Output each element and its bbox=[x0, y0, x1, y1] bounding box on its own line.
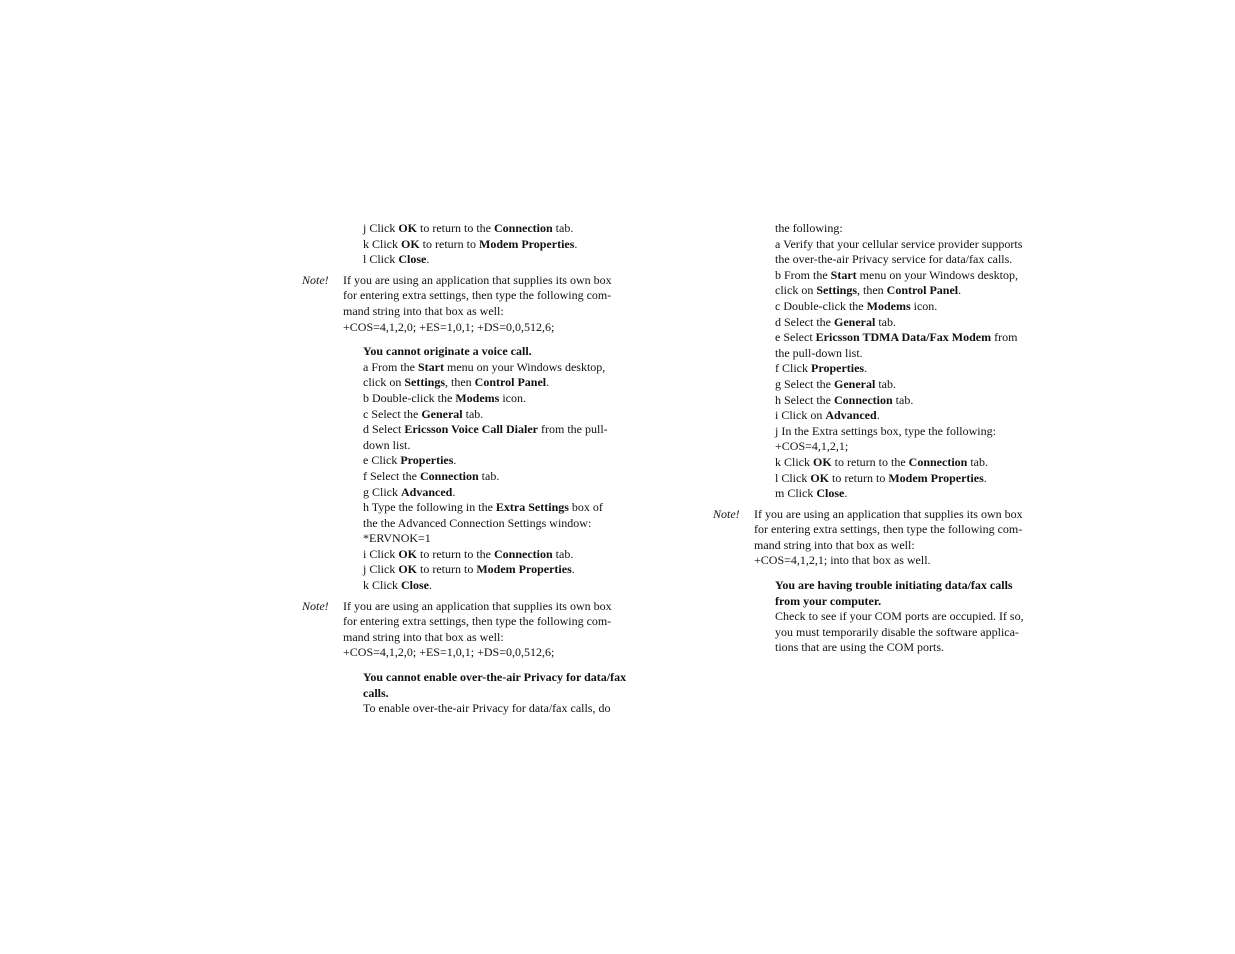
bold-text: Close bbox=[816, 486, 845, 501]
text: i Click bbox=[363, 546, 399, 561]
text: menu on your Windows desktop, bbox=[856, 267, 1018, 282]
bold-text: OK bbox=[398, 562, 418, 577]
text: . bbox=[453, 453, 457, 468]
note-line: If you are using an application that supplies its own box bbox=[343, 272, 612, 287]
text: click on bbox=[363, 375, 405, 390]
step-line bbox=[775, 424, 1025, 440]
text: h Type the following in the bbox=[363, 500, 496, 515]
text: , then bbox=[857, 283, 887, 298]
text: , then bbox=[445, 375, 475, 390]
note-line: mand string into that box as well: bbox=[754, 537, 915, 552]
bold-text: Properties bbox=[400, 453, 454, 468]
bold-text: Settings bbox=[404, 375, 445, 390]
step-line bbox=[775, 299, 1025, 315]
bold-text: Properties bbox=[811, 361, 865, 376]
step-line bbox=[775, 408, 1025, 424]
text: the following: bbox=[775, 221, 843, 235]
text: icon. bbox=[499, 390, 526, 405]
text: tab. bbox=[552, 221, 574, 235]
text: tab. bbox=[892, 392, 914, 407]
text: c Select the bbox=[363, 406, 422, 421]
step-line bbox=[775, 361, 1025, 377]
text: to return to the bbox=[831, 454, 909, 469]
text: to return to bbox=[419, 236, 479, 251]
text: the over-the-air Privacy service for data/fax calls. bbox=[775, 252, 1013, 267]
bold-text: OK bbox=[810, 470, 830, 485]
paragraph-line: you must temporarily disable the software applica- bbox=[775, 624, 1019, 639]
step-line bbox=[775, 393, 1025, 409]
bold-text: Connection bbox=[494, 546, 553, 561]
text: box of bbox=[568, 500, 603, 515]
step-line bbox=[775, 268, 1025, 284]
note-line: +COS=4,1,2,0; +ES=1,0,1; +DS=0,0,512,6; bbox=[343, 319, 555, 334]
paragraph-line: tions that are using the COM ports. bbox=[775, 640, 944, 655]
bold-text: Ericsson Voice Call Dialer bbox=[404, 422, 538, 437]
text: b From the bbox=[775, 267, 831, 282]
text: . bbox=[429, 578, 432, 593]
bold-text: General bbox=[833, 376, 876, 391]
text: tab. bbox=[967, 454, 988, 469]
bold-text: OK bbox=[401, 236, 420, 251]
text: from the pull- bbox=[538, 422, 608, 437]
step-line bbox=[775, 471, 1025, 487]
bold-text: Connection bbox=[494, 221, 553, 235]
step-line bbox=[775, 237, 1025, 253]
bold-text: Extra Settings bbox=[495, 500, 569, 515]
note-label: Note! bbox=[302, 272, 329, 287]
step-line bbox=[775, 377, 1025, 393]
text: click on bbox=[775, 283, 817, 298]
text: *ERVNOK=1 bbox=[363, 531, 431, 546]
right-note bbox=[713, 506, 1024, 569]
text: tab. bbox=[462, 406, 484, 421]
bold-text: Connection bbox=[908, 454, 968, 469]
text: . bbox=[983, 470, 987, 485]
text: to return to the bbox=[417, 221, 494, 235]
text: down list. bbox=[363, 437, 411, 452]
note-line: If you are using an application that supplies its own box bbox=[754, 506, 1023, 521]
note-label: Note! bbox=[302, 598, 329, 613]
section-heading: You cannot enable over-the-air Privacy for data/fax bbox=[363, 670, 627, 685]
text: i Click on bbox=[775, 408, 826, 423]
text: . bbox=[876, 408, 880, 423]
text: a From the bbox=[363, 359, 418, 374]
step-line bbox=[775, 346, 1025, 362]
step-line bbox=[775, 486, 1025, 502]
text: j Click bbox=[363, 562, 399, 577]
text: d Select bbox=[363, 422, 405, 437]
text: g Select the bbox=[775, 376, 834, 391]
bold-text: Connection bbox=[833, 392, 893, 407]
section-heading: from your computer. bbox=[775, 593, 882, 608]
bold-text: Close bbox=[401, 578, 429, 593]
section-heading: calls. bbox=[363, 685, 389, 700]
text: f Select the bbox=[363, 468, 420, 483]
paragraph-line: Check to see if your COM ports are occupied. If so, bbox=[775, 609, 1024, 624]
text: l Click bbox=[775, 470, 811, 485]
text: tab. bbox=[478, 468, 500, 483]
text: the the Advanced Connection Settings window: bbox=[363, 515, 592, 530]
note-line: +COS=4,1,2,0; +ES=1,0,1; +DS=0,0,512,6; bbox=[343, 645, 555, 660]
text: . bbox=[571, 562, 575, 577]
section-heading: You are having trouble initiating data/fax calls bbox=[775, 578, 1013, 593]
section-heading: You cannot originate a voice call. bbox=[363, 344, 532, 359]
text: e Click bbox=[363, 453, 401, 468]
text: k Click bbox=[775, 454, 813, 469]
text: . bbox=[958, 283, 962, 298]
text: to return to bbox=[829, 470, 889, 485]
text: tab. bbox=[875, 376, 896, 391]
text: k Click bbox=[363, 578, 401, 593]
text: from bbox=[991, 330, 1018, 345]
text: c Double-click the bbox=[775, 298, 867, 313]
step-line bbox=[775, 315, 1025, 331]
bold-text: Modem Properties bbox=[479, 236, 575, 251]
note-label: Note! bbox=[713, 506, 740, 521]
note-line: for entering extra settings, then type the following com- bbox=[754, 522, 1023, 537]
text: e Select bbox=[775, 330, 816, 345]
step-line bbox=[775, 221, 1025, 237]
text: . bbox=[844, 486, 848, 501]
text: tab. bbox=[552, 546, 574, 561]
bold-text: Modem Properties bbox=[476, 562, 572, 577]
bold-text: Start bbox=[418, 359, 444, 374]
note-line: mand string into that box as well: bbox=[343, 303, 504, 318]
step-line bbox=[775, 252, 1025, 268]
trouble-section bbox=[775, 578, 1025, 656]
text: l Click bbox=[363, 252, 399, 267]
bold-text: OK bbox=[813, 454, 832, 469]
bold-text: Modem Properties bbox=[888, 470, 984, 485]
text: a Verify that your cellular service provider supports bbox=[775, 236, 1023, 251]
text: d Select the bbox=[775, 314, 834, 329]
bold-text: Close bbox=[398, 252, 427, 267]
bold-text: Control Panel bbox=[886, 283, 959, 298]
text: to return to the bbox=[417, 546, 494, 561]
text: b Double-click the bbox=[363, 390, 456, 405]
text: icon. bbox=[910, 298, 938, 313]
text: tab. bbox=[875, 314, 896, 329]
bold-text: Start bbox=[830, 267, 857, 282]
bold-text: Modems bbox=[455, 390, 500, 405]
text: j In the Extra settings box, type the following: bbox=[775, 423, 996, 438]
text: +COS=4,1,2,1; bbox=[775, 439, 849, 454]
bold-text: General bbox=[421, 406, 463, 421]
paragraph-line: To enable over-the-air Privacy for data/fax calls, do bbox=[363, 701, 611, 716]
step-line bbox=[775, 330, 1025, 346]
note-line: +COS=4,1,2,1; into that box as well. bbox=[754, 553, 931, 568]
note-line: for entering extra settings, then type the following com- bbox=[343, 288, 612, 303]
text: f Click bbox=[775, 361, 811, 376]
text: h Select the bbox=[775, 392, 834, 407]
bold-text: Modems bbox=[866, 298, 911, 313]
text: . bbox=[574, 236, 578, 251]
text: the pull-down list. bbox=[775, 345, 863, 360]
bold-text: Connection bbox=[419, 468, 479, 483]
bold-text: OK bbox=[398, 221, 418, 235]
step-line bbox=[775, 455, 1025, 471]
text: . bbox=[864, 361, 868, 376]
bold-text: General bbox=[833, 314, 876, 329]
note-line: mand string into that box as well: bbox=[343, 629, 504, 644]
text: m Click bbox=[775, 486, 817, 501]
bold-text: Control Panel bbox=[474, 375, 547, 390]
text: . bbox=[546, 375, 550, 390]
text: . bbox=[452, 484, 456, 499]
step-line bbox=[775, 439, 1025, 455]
privacy-steps bbox=[775, 221, 1025, 502]
right-column bbox=[0, 221, 1235, 656]
bold-text: Advanced bbox=[401, 484, 453, 499]
text: j Click bbox=[363, 221, 399, 235]
text: menu on your Windows desktop, bbox=[444, 359, 606, 374]
bold-text: Advanced bbox=[825, 408, 877, 423]
note-line: If you are using an application that supplies its own box bbox=[343, 598, 612, 613]
text: . bbox=[426, 252, 430, 267]
text: k Click bbox=[363, 236, 401, 251]
text: to return to bbox=[417, 562, 477, 577]
bold-text: Ericsson TDMA Data/Fax Modem bbox=[815, 330, 992, 345]
text: g Click bbox=[363, 484, 401, 499]
privacy-section bbox=[363, 670, 627, 717]
bold-text: Settings bbox=[816, 283, 857, 298]
bold-text: OK bbox=[398, 546, 418, 561]
note-line: for entering extra settings, then type the following com- bbox=[343, 614, 612, 629]
step-line bbox=[775, 283, 1025, 299]
